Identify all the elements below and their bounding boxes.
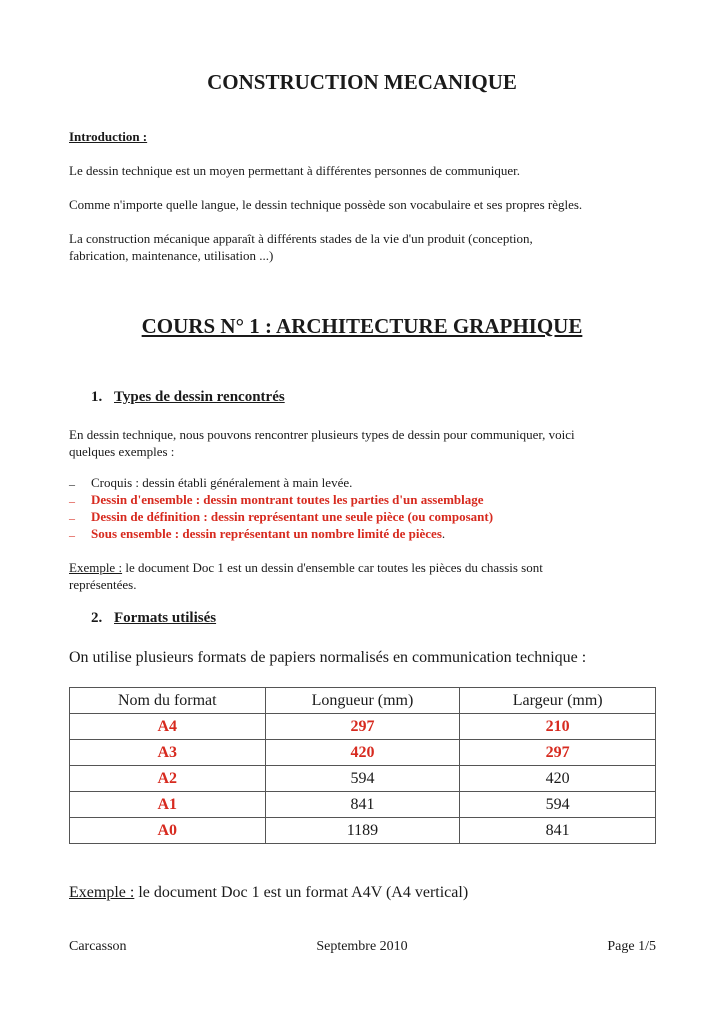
table-cell: 420	[265, 740, 460, 766]
section-2-intro: On utilise plusieurs formats de papiers normalisés en communication technique :	[69, 649, 587, 666]
table-cell: 420	[460, 766, 656, 792]
table-header-cell: Longueur (mm)	[265, 688, 460, 714]
format-example-text: le document Doc 1 est un format A4V (A4 vertical)	[134, 884, 469, 901]
footer-page-number: Page 1/5	[607, 939, 656, 954]
list-item-suffix: .	[441, 526, 446, 541]
list-bullet: –	[69, 477, 75, 491]
intro-paragraph-3-line-2: fabrication, maintenance, utilisation ...)	[69, 248, 274, 263]
table-cell: A2	[70, 766, 266, 792]
list-item: Dessin d'ensemble : dessin montrant toutes les parties d'un assemblage	[91, 492, 484, 507]
table-cell: A4	[70, 714, 266, 740]
list-item: Dessin de définition : dessin représentant une seule pièce (ou composant)	[91, 509, 494, 524]
list-item: Croquis : dessin établi généralement à main levée.	[91, 475, 353, 490]
example-text-line-2: représentées.	[69, 577, 137, 592]
intro-heading: Introduction :	[69, 129, 148, 144]
section-1-heading: Types de dessin rencontrés	[114, 389, 285, 405]
table-cell: 210	[460, 714, 656, 740]
section-1-intro-line-2: quelques exemples :	[69, 444, 175, 459]
table-header-cell: Largeur (mm)	[460, 688, 656, 714]
table-row	[70, 766, 656, 792]
footer-date: Septembre 2010	[316, 939, 408, 954]
intro-paragraph-1: Le dessin technique est un moyen permettant à différentes personnes de communiquer.	[69, 163, 521, 178]
table-cell: 594	[265, 766, 460, 792]
table-row	[70, 740, 656, 766]
table-row	[70, 792, 656, 818]
footer-author: Carcasson	[69, 939, 127, 954]
paper-formats-table	[69, 687, 656, 844]
table-header-cell: Nom du format	[70, 688, 266, 714]
intro-paragraph-2: Comme n'importe quelle langue, le dessin technique possède son vocabulaire et ses propres règles.	[69, 197, 583, 212]
table-cell: A0	[70, 818, 266, 844]
table-cell: 297	[265, 714, 460, 740]
list-bullet: –	[69, 528, 75, 542]
table-row	[70, 818, 656, 844]
intro-paragraph-3-line-1: La construction mécanique apparaît à différents stades de la vie d'un produit (conception,	[69, 231, 533, 246]
document-title: CONSTRUCTION MECANIQUE	[207, 70, 517, 94]
section-2-heading: Formats utilisés	[114, 610, 217, 626]
table-cell: A3	[70, 740, 266, 766]
section-1-number: 1.	[91, 389, 103, 405]
table-cell: 1189	[265, 818, 460, 844]
table-cell: 841	[460, 818, 656, 844]
list-bullet: –	[69, 494, 75, 508]
course-title: COURS N° 1 : ARCHITECTURE GRAPHIQUE	[141, 314, 583, 338]
table-cell: A1	[70, 792, 266, 818]
example-text: le document Doc 1 est un dessin d'ensemble car toutes les pièces du chassis sont	[122, 560, 543, 575]
example-label: Exemple :	[69, 560, 123, 575]
section-1-intro-line-1: En dessin technique, nous pouvons rencontrer plusieurs types de dessin pour communiquer, voici	[69, 427, 575, 442]
table-cell: 297	[460, 740, 656, 766]
list-bullet: –	[69, 511, 75, 525]
list-item: Sous ensemble : dessin représentant un nombre limité de pièces	[91, 526, 442, 541]
table-cell: 841	[265, 792, 460, 818]
table-cell: 594	[460, 792, 656, 818]
table-row	[70, 714, 656, 740]
format-example-label: Exemple :	[69, 884, 135, 901]
section-2-number: 2.	[91, 610, 103, 626]
table-header-row	[70, 688, 656, 714]
